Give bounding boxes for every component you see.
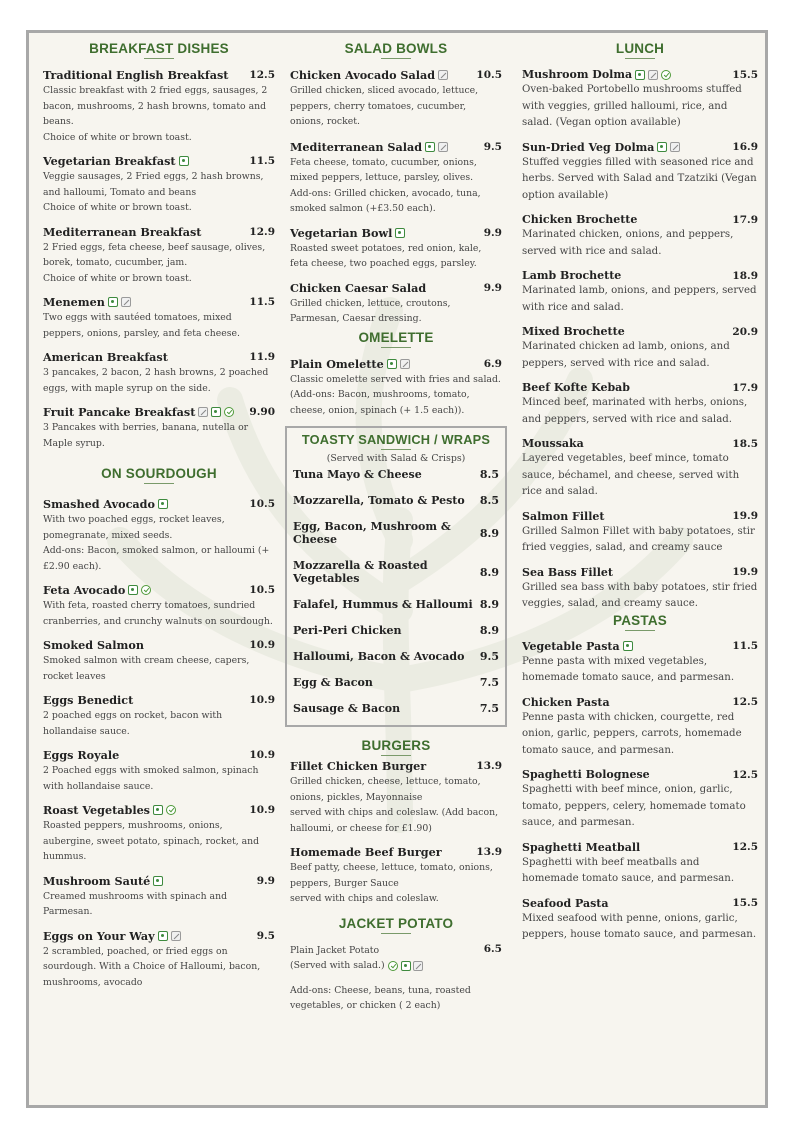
item-price: 9.5 [479, 650, 499, 663]
vegan-icon [224, 407, 234, 417]
item-price: 10.5 [476, 69, 502, 81]
menu-item [522, 768, 758, 832]
item-price: 13.9 [476, 846, 502, 858]
item-name: Moussaka [522, 437, 584, 450]
item-name: Mushroom Dolma [522, 68, 671, 81]
item-price: 6.9 [483, 357, 502, 370]
column-salad [290, 36, 502, 1014]
item-name: Vegetarian Bowl [290, 226, 405, 240]
item-name: Spaghetti Bolognese [522, 768, 650, 781]
gluten-free-icon [438, 70, 448, 80]
item-description: Minced beef, marinated with herbs, onions, and peppers, served with rice and salad. [522, 397, 748, 425]
section-title-toasty: TOASTY SANDWICH / WRAPS [293, 428, 499, 453]
item-description: Penne pasta with chicken, courgette, red onion, garlic, peppers, carrots, homemade tomato sauce, and parmesan. [522, 711, 742, 756]
item-price: 19.9 [732, 566, 758, 578]
section-title-burgers: BURGERS [290, 733, 502, 759]
item-price: 10.9 [249, 804, 275, 816]
vegetarian-icon [425, 142, 435, 152]
item-name: Homemade Beef Burger [290, 845, 442, 859]
vegetarian-icon [401, 961, 411, 971]
menu-item [293, 650, 499, 663]
menu-item [43, 154, 275, 216]
item-price: 8.9 [479, 624, 499, 637]
vegan-icon [388, 961, 398, 971]
item-name: Spaghetti Meatball [522, 840, 641, 854]
item-name: Chicken Caesar Salad [290, 280, 427, 295]
menu-item [43, 68, 275, 145]
item-name: Roast Vegetables [43, 803, 176, 817]
menu-item [293, 702, 499, 715]
gluten-free-icon [648, 70, 658, 80]
vegetarian-icon [158, 931, 168, 941]
section-title-jacket: JACKET POTATO [290, 911, 502, 937]
item-price: 10.5 [249, 584, 275, 596]
item-description: Layered vegetables, beef mince, tomato sauce, béchamel, and cheese, served with rice and salad. [522, 453, 740, 497]
menu-item [43, 295, 275, 341]
item-description: 2 scrambled, poached, or fried eggs on sourdough. With a Choice of Halloumi, bacon, mushrooms, avocado [43, 945, 261, 988]
item-description: 2 poached eggs on rocket, bacon with hollandaise sauce. [43, 710, 223, 737]
item-description: 2 Fried eggs, feta cheese, beef sausage, olives, borek, tomato, cucumber, jam. Choice of white or brown toast. [43, 241, 266, 284]
menu-item [522, 213, 758, 260]
gluten-free-icon [413, 961, 423, 971]
item-description: Roasted peppers, mushrooms, onions, aubergine, sweet potato, spinach, rocket, and hummus. [43, 820, 260, 862]
item-name: Eggs Royale [43, 748, 120, 762]
item-description: Grilled Salmon Fillet with baby potatoes, stir fried veggies, salad, and creamy sauce [522, 525, 755, 553]
item-name: Smashed Avocado [43, 497, 168, 511]
item-price: 15.5 [732, 68, 758, 81]
menu-item [290, 226, 502, 272]
item-price: 11.5 [732, 640, 758, 652]
item-description: Spaghetti with beef meatballs and homemade tomato sauce, and parmesan. [522, 856, 735, 884]
gluten-free-icon [438, 142, 448, 152]
menu-item [522, 381, 758, 428]
item-name: Chicken Brochette [522, 213, 638, 226]
item-name: Mozzarella & Roasted Vegetables [293, 559, 428, 585]
item-name: Traditional English Breakfast [43, 68, 229, 82]
item-name: Beef Kofte Kebab [522, 381, 630, 394]
item-description: Grilled chicken, cheese, lettuce, tomato, onions, pickles, Mayonnaise served with chips and coleslaw. (Add bacon, halloumi, or cheese for £1.90) [290, 776, 499, 834]
item-price: 12.5 [732, 696, 758, 708]
menu-item [43, 350, 275, 396]
item-price: 12.5 [249, 69, 275, 81]
item-name: Egg & Bacon [293, 676, 373, 689]
item-price: 12.9 [249, 225, 275, 238]
item-price: 7.5 [479, 676, 499, 689]
toasty-box [285, 426, 507, 727]
section-title-salad: SALAD BOWLS [290, 36, 502, 62]
section-title-pastas: PASTAS [522, 613, 758, 634]
menu-item [290, 357, 502, 419]
item-price: 10.5 [249, 498, 275, 510]
item-name: Eggs on Your Way [43, 929, 181, 943]
item-name: Vegetarian Breakfast [43, 154, 189, 168]
item-name: Plain Jacket Potato (Served with salad.) [290, 943, 423, 974]
item-name: American Breakfast [43, 350, 168, 364]
item-name: Mushroom Sauté [43, 874, 163, 888]
item-description: Classic omelette served with fries and salad. (Add-ons: Bacon, mushrooms, tomato, cheese, onion, spinach (+ 1.5 each)). [290, 373, 501, 416]
item-description: Add-ons: Cheese, beans, tuna, roasted vegetables, or chicken ( 2 each) [290, 984, 471, 1011]
item-name: Mozzarella, Tomato & Pesto [293, 494, 465, 507]
item-description: Roasted sweet potatoes, red onion, kale, feta cheese, two poached eggs, parsley. [290, 242, 482, 269]
item-name: Peri-Peri Chicken [293, 624, 402, 637]
menu-item [293, 676, 499, 689]
item-price: 11.5 [249, 155, 275, 167]
item-price: 18.9 [732, 269, 758, 282]
item-price: 12.5 [732, 768, 758, 781]
item-price: 16.9 [732, 141, 758, 153]
item-description: 3 Pancakes with berries, banana, nutella or Maple syrup. [43, 422, 249, 449]
menu-item [293, 598, 499, 611]
item-description: Grilled chicken, sliced avocado, lettuce, peppers, cherry tomatoes, cucumber, onions, rocket. [290, 85, 479, 127]
item-name: Egg, Bacon, Mushroom & Cheese [293, 520, 451, 546]
menu-item [522, 141, 758, 205]
item-price: 9.5 [483, 140, 502, 153]
menu-item [290, 281, 502, 327]
item-name: Chicken Pasta [522, 695, 610, 709]
item-description: Grilled chicken, lettuce, croutons, Parmesan, Caesar dressing. [290, 297, 451, 324]
menu-item [43, 497, 275, 574]
item-description: Stuffed veggies filled with seasoned rice and herbs. Served with Salad and Tzatziki (Vegan option available) [522, 156, 757, 201]
item-description: Classic breakfast with 2 fried eggs, sausages, 2 bacon, mushrooms, 2 hash browns, tomato and beans. Choice of white or brown toast. [43, 85, 268, 143]
item-name: Plain Omelette [290, 357, 410, 371]
item-description: Grilled sea bass with baby potatoes, stir fried veggies, salad, and creamy sauce. [522, 581, 758, 609]
item-price: 10.9 [249, 694, 275, 706]
item-name: Sea Bass Fillet [522, 565, 613, 579]
vegetarian-icon [128, 585, 138, 595]
item-name: Smoked Salmon [43, 638, 144, 652]
item-price: 17.9 [732, 381, 758, 394]
item-name: Vegetable Pasta [522, 640, 633, 653]
item-price: 11.5 [249, 296, 275, 308]
item-price: 8.5 [479, 494, 499, 507]
item-description: Mixed seafood with penne, onions, garlic, peppers, house tomato sauce, and parmesan. [522, 912, 757, 940]
gluten-free-icon [400, 359, 410, 369]
item-price: 17.9 [732, 213, 758, 226]
menu-item [522, 269, 758, 316]
toasty-subtitle: (Served with Salad & Crisps) [326, 453, 466, 464]
item-price: 8.5 [479, 468, 499, 481]
item-name: Sausage & Bacon [293, 702, 401, 715]
vegan-icon [661, 70, 671, 80]
item-price: 9.90 [249, 406, 275, 418]
item-name: Tuna Mayo & Cheese [293, 468, 422, 481]
item-name: Mediterranean Breakfast [43, 224, 202, 239]
item-name: Lamb Brochette [522, 269, 622, 282]
gluten-free-icon [670, 142, 680, 152]
menu-item [290, 68, 502, 130]
section-title-lunch: LUNCH [522, 36, 758, 62]
menu-item [293, 520, 499, 546]
menu-item [293, 468, 499, 481]
item-description: Marinated chicken, onions, and peppers, served with rice and salad. [522, 229, 734, 257]
vegan-icon [166, 805, 176, 815]
gluten-free-icon [198, 407, 208, 417]
item-description: Marinated lamb, onions, and peppers, served with rice and salad. [522, 285, 757, 313]
menu-item [290, 759, 502, 836]
vegetarian-icon [635, 70, 645, 80]
item-price: 15.5 [732, 897, 758, 909]
menu-item [43, 638, 275, 684]
menu-item [43, 748, 275, 794]
menu-item [43, 803, 275, 865]
menu-item [522, 640, 758, 687]
item-price: 11.9 [249, 351, 275, 363]
menu-item [293, 494, 499, 507]
item-description: Marinated chicken ad lamb, onions, and peppers, served with rice and salad. [522, 341, 730, 369]
item-price: 12.5 [732, 841, 758, 853]
vegetarian-icon [211, 407, 221, 417]
item-name: Eggs Benedict [43, 693, 134, 707]
item-description: Oven-baked Portobello mushrooms stuffed with veggies, grilled halloumi, rice, and salad. (Vegan option available) [522, 84, 742, 128]
gluten-free-icon [171, 931, 181, 941]
vegetarian-icon [657, 142, 667, 152]
item-price: 9.9 [483, 226, 502, 239]
item-description: Two eggs with sautéed tomatoes, mixed peppers, onions, parsley, and feta cheese. [43, 312, 240, 339]
menu-item [43, 225, 275, 287]
item-description: With feta, roasted cherry tomatoes, sundried cranberries, and crunchy walnuts on sourdough. [43, 600, 273, 627]
column-lunch [522, 36, 758, 944]
gluten-free-icon [121, 297, 131, 307]
item-name: Fruit Pancake Breakfast [43, 405, 234, 419]
menu-item [522, 325, 758, 372]
vegetarian-icon [108, 297, 118, 307]
menu-item [43, 929, 275, 991]
item-price: 9.5 [256, 929, 275, 942]
item-name: Mediterranean Salad [290, 140, 448, 154]
item-description: Spaghetti with beef mince, onion, garlic, tomato, peppers, celery, homemade tomato sauce, and parmesan. [522, 784, 746, 828]
item-name: Menemen [43, 295, 131, 309]
menu-item [293, 624, 499, 637]
item-name: Salmon Fillet [522, 509, 605, 523]
column-breakfast [43, 36, 275, 990]
item-name: Seafood Pasta [522, 896, 609, 910]
item-description: 2 Poached eggs with smoked salmon, spinach with hollandaise sauce. [43, 765, 259, 792]
menu-item [522, 510, 758, 557]
item-description: Veggie sausages, 2 Fried eggs, 2 hash browns, and halloumi, Tomato and beans Choice of white or brown toast. [43, 171, 264, 213]
menu-item [290, 845, 502, 907]
vegetarian-icon [179, 156, 189, 166]
item-price: 10.9 [249, 749, 275, 761]
item-price: 7.5 [479, 702, 499, 715]
menu-item [290, 943, 502, 1014]
menu-item [43, 405, 275, 451]
item-description: Feta cheese, tomato, cucumber, onions, mixed peppers, lettuce, parsley, olives. Add-ons: Grilled chicken, avocado, tuna, smoked salmon (+£3.50 each). [290, 156, 481, 214]
item-name: Sun-Dried Veg Dolma [522, 141, 680, 154]
item-name: Feta Avocado [43, 583, 151, 597]
item-price: 9.9 [256, 874, 275, 887]
vegetarian-icon [153, 876, 163, 886]
item-name: Falafel, Hummus & Halloumi [293, 598, 473, 611]
menu-item [522, 696, 758, 760]
item-price: 9.9 [483, 281, 502, 294]
item-name: Mixed Brochette [522, 325, 625, 338]
item-price: 20.9 [732, 325, 758, 338]
vegetarian-icon [387, 359, 397, 369]
item-price: 8.9 [479, 565, 499, 579]
vegetarian-icon [158, 499, 168, 509]
menu-item [522, 437, 758, 501]
item-price: 13.9 [476, 760, 502, 772]
item-name: Chicken Avocado Salad [290, 68, 448, 82]
vegetarian-icon [153, 805, 163, 815]
item-price: 10.9 [249, 639, 275, 651]
item-price: 19.9 [732, 510, 758, 522]
menu-item [290, 140, 502, 217]
menu-item [293, 559, 499, 585]
menu-item [43, 874, 275, 920]
menu-item [522, 68, 758, 132]
item-description: Creamed mushrooms with spinach and Parmesan. [43, 890, 228, 917]
item-description: 3 pancakes, 2 bacon, 2 hash browns, 2 poached eggs, with maple syrup on the side. [43, 367, 269, 394]
item-price: 8.9 [479, 598, 499, 611]
item-price: 18.5 [732, 437, 758, 450]
vegetarian-icon [395, 228, 405, 238]
section-title-omelette: OMELETTE [290, 327, 502, 351]
menu-item [522, 566, 758, 613]
section-title-sourdough: ON SOURDOUGH [43, 461, 275, 487]
item-price: 8.9 [479, 526, 499, 540]
menu-item [522, 841, 758, 888]
item-description: Beef patty, cheese, lettuce, tomato, onions, peppers, Burger Sauce served with chips and coleslaw. [290, 862, 493, 904]
section-title-breakfast: BREAKFAST DISHES [43, 36, 275, 62]
item-price: 6.5 [483, 942, 502, 955]
item-description: With two poached eggs, rocket leaves, pomegranate, mixed seeds. Add-ons: Bacon, smoked salmon, or halloumi (+ £2.90 each). [43, 514, 270, 572]
menu-item [522, 897, 758, 944]
item-description: Smoked salmon with cream cheese, capers, rocket leaves [43, 655, 250, 682]
item-description: Penne pasta with mixed vegetables, homemade tomato sauce, and parmesan. [522, 655, 735, 683]
item-name: Halloumi, Bacon & Avocado [293, 650, 465, 663]
menu-item [43, 583, 275, 629]
vegetarian-icon [623, 641, 633, 651]
menu-item [43, 693, 275, 739]
vegan-icon [141, 585, 151, 595]
item-name: Fillet Chicken Burger [290, 759, 427, 773]
